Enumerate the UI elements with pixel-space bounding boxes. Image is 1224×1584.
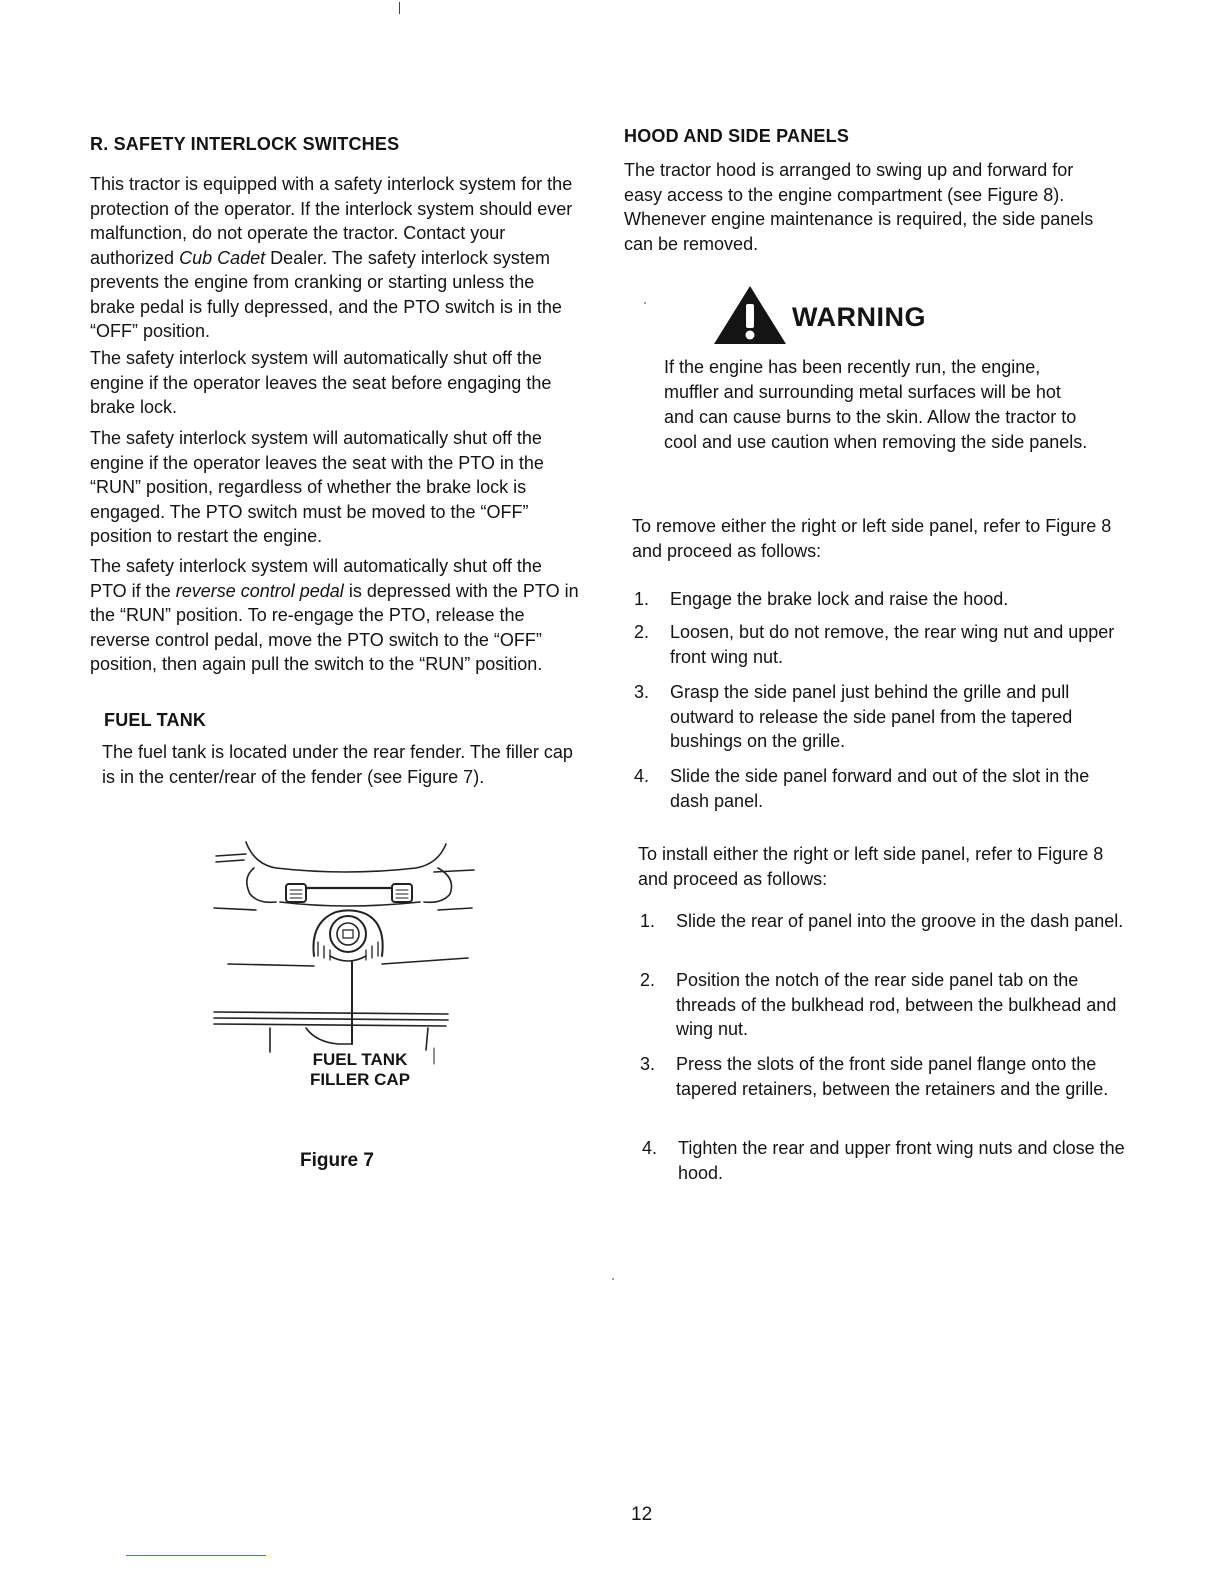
- scan-speck: [644, 302, 646, 304]
- paragraph-remove-intro: To remove either the right or left side panel, refer to Figure 8 and proceed as follows:: [632, 516, 1112, 561]
- paragraph-install-intro: To install either the right or left side panel, refer to Figure 8 and proceed as follows:: [638, 844, 1104, 889]
- list-item: 3. Press the slots of the front side panel flange onto the tapered retainers, between the retainers and the grille.: [640, 1054, 1109, 1099]
- list-item: 4. Tighten the rear and upper front wing nuts and close the hood.: [642, 1138, 1125, 1183]
- paragraph-fuel-tank: The fuel tank is located under the rear fender. The filler cap is in the center/rear of the fender (see Figure 7).: [102, 742, 573, 787]
- list-item: 2. Loosen, but do not remove, the rear wing nut and upper front wing nut.: [634, 622, 1115, 667]
- footer-rule: [126, 1555, 266, 1556]
- list-item: 3. Grasp the side panel just behind the grille and pull outward to release the side panel from the tapered bushings on the grille.: [634, 682, 1073, 751]
- section-heading-fuel-tank: FUEL TANK: [104, 710, 207, 730]
- page-number: 12: [631, 1504, 653, 1525]
- paragraph-interlock-intro: This tractor is equipped with a safety interlock system for the protection of the operator. If the interlock system should ever malfunction, do not operate the tractor. Contact your authorized Cub Cadet Dealer. The safety interlock system prevents the engine from cranking or starting unless the brake pedal is fully depressed, and the PTO switch is in the “OFF” position.: [90, 174, 573, 341]
- list-item: 2. Position the notch of the rear side panel tab on the threads of the bulkhead rod, between the bulkhead and wing nut.: [640, 970, 1117, 1039]
- section-heading-safety-interlock: R. SAFETY INTERLOCK SWITCHES: [90, 134, 400, 154]
- scan-mark: [399, 2, 400, 14]
- figure-label: FUEL TANK FILLER CAP: [309, 1050, 411, 1089]
- paragraph-hood-intro: The tractor hood is arranged to swing up and forward for easy access to the engine compartment (see Figure 8). Whenever engine maintenance is required, the side panels can be removed.: [624, 160, 1094, 254]
- section-heading-hood-side-panels: HOOD AND SIDE PANELS: [624, 126, 850, 146]
- scan-speck: [612, 1278, 614, 1280]
- figure-7-caption: Figure 7: [300, 1150, 374, 1171]
- warning-triangle-icon: [712, 284, 788, 346]
- warning-text: If the engine has been recently run, the engine, muffler and surrounding metal surfaces will be hot and can cause burns to the skin. Allow the tractor to cool and use caution when removing the side panels.: [664, 357, 1088, 452]
- list-item: 1. Slide the rear of panel into the groove in the dash panel.: [640, 911, 1124, 931]
- list-item: 1. Engage the brake lock and raise the hood.: [634, 589, 1009, 609]
- warning-banner: [712, 284, 972, 346]
- list-item: 4. Slide the side panel forward and out of the slot in the dash panel.: [634, 766, 1090, 811]
- paragraph-seat-pto: The safety interlock system will automatically shut off the engine if the operator leaves the seat with the PTO in the “RUN” position, regardless of whether the brake lock is engaged. The PTO switch must be moved to the “OFF” position to restart the engine.: [90, 428, 544, 546]
- paragraph-reverse-pedal: The safety interlock system will automatically shut off the PTO if the reverse control pedal is depressed with the PTO in the “RUN” position. To re-engage the PTO, release the reverse control pedal, move the PTO switch to the “OFF” position, then again pull the switch to the “RUN” position.: [90, 556, 579, 674]
- warning-title: WARNING: [792, 302, 926, 332]
- paragraph-seat-brake-lock: The safety interlock system will automatically shut off the engine if the operator leaves the seat before engaging the brake lock.: [90, 348, 552, 417]
